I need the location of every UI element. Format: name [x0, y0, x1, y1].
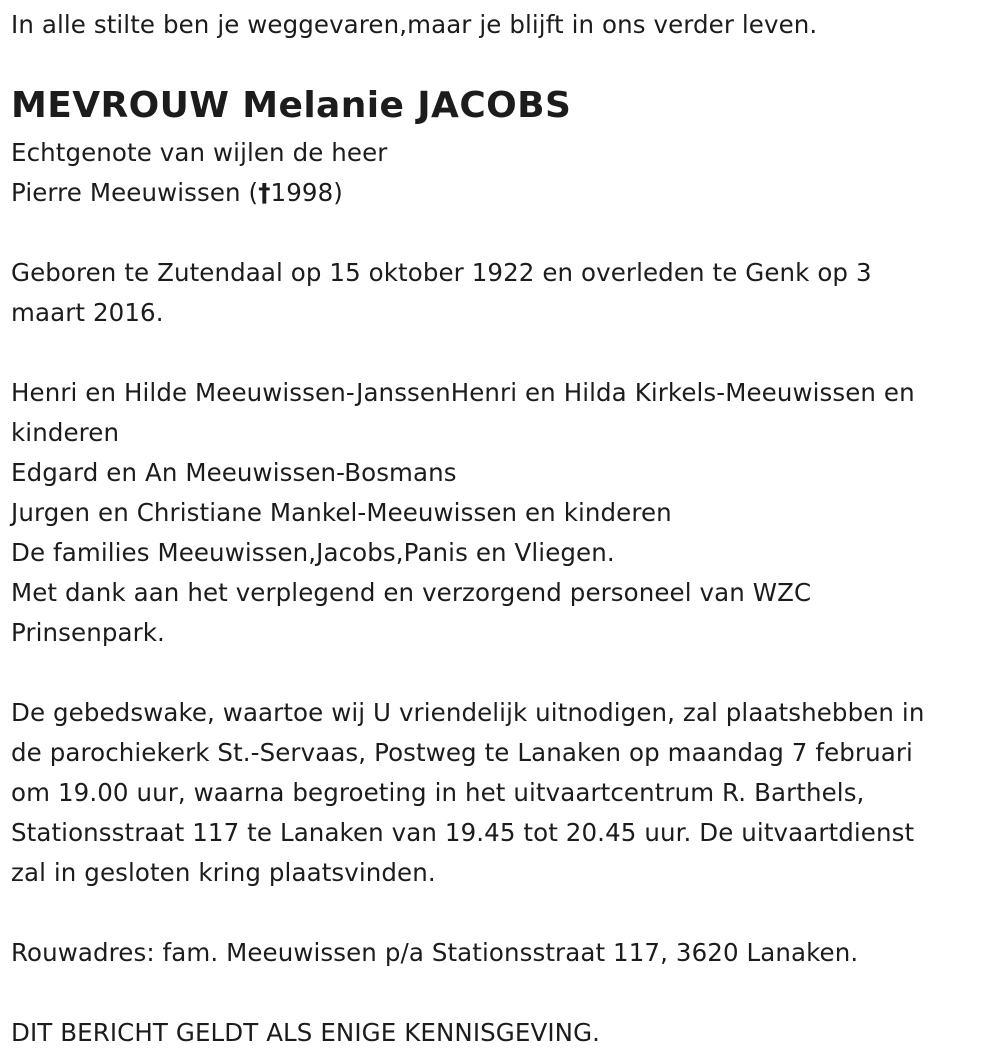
spouse-line-1: Echtgenote van wijlen de heer	[11, 138, 388, 167]
birth-death-section	[11, 253, 872, 333]
wake-line: Stationsstraat 117 te Lanaken van 19.45 tot 20.45 uur. De uitvaartdienst	[11, 818, 915, 847]
family-section	[11, 373, 915, 653]
family-line: Jurgen en Christiane Mankel-Meeuwissen en kinderen	[11, 498, 672, 527]
wake-section	[11, 693, 924, 893]
birth-death-line: Geboren te Zutendaal op 15 oktober 1922 en overleden te Genk op 3	[11, 258, 872, 287]
wake-line: om 19.00 uur, waarna begroeting in het uitvaartcentrum R. Barthels,	[11, 778, 865, 807]
thanks-line: Prinsenpark.	[11, 618, 165, 647]
motto: In alle stilte ben je weggevaren,maar je blijft in ons verder leven.	[11, 10, 818, 39]
spouse-death-year: 1998)	[270, 178, 343, 207]
spouse-section	[11, 133, 387, 213]
closing-notice: DIT BERICHT GELDT ALS ENIGE KENNISGEVING.	[11, 1018, 601, 1047]
deceased-name: MEVROUW Melanie JACOBS	[11, 85, 572, 126]
wake-line: zal in gesloten kring plaatsvinden.	[11, 858, 436, 887]
wake-line: De gebedswake, waartoe wij U vriendelijk uitnodigen, zal plaatshebben in	[11, 698, 925, 727]
family-line: Edgard en An Meeuwissen-Bosmans	[11, 458, 457, 487]
birth-death-line: maart 2016.	[11, 298, 164, 327]
spouse-name: Pierre Meeuwissen (	[11, 178, 259, 207]
cross-icon: †	[258, 178, 271, 207]
family-line: kinderen	[11, 418, 120, 447]
wake-line: de parochiekerk St.-Servaas, Postweg te Lanaken op maandag 7 februari	[11, 738, 913, 767]
family-line: De families Meeuwissen,Jacobs,Panis en Vliegen.	[11, 538, 615, 567]
family-line: Henri en Hilde Meeuwissen-JanssenHenri en Hilda Kirkels-Meeuwissen en	[11, 378, 915, 407]
closing-section	[11, 1013, 600, 1053]
mourning-address: Rouwadres: fam. Meeuwissen p/a Stationsstraat 117, 3620 Lanaken.	[11, 938, 859, 967]
spouse-line-2	[11, 173, 387, 213]
mourning-address-section	[11, 933, 858, 973]
thanks-line: Met dank aan het verplegend en verzorgend personeel van WZC	[11, 578, 812, 607]
